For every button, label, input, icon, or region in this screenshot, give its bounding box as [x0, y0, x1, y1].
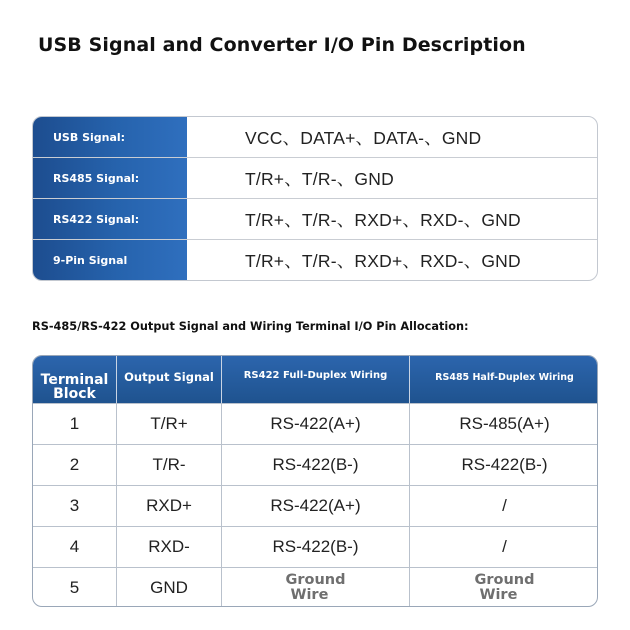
cell-rs485 — [410, 568, 598, 607]
signal-value: VCC、DATA+、DATA-、GND — [245, 127, 482, 148]
cell-block: 3 — [33, 486, 117, 526]
table-header — [33, 356, 597, 403]
cell-rs422 — [222, 568, 410, 607]
cell-block: 4 — [33, 527, 117, 567]
cell-rs422: RS-422(A+) — [222, 404, 410, 444]
cell-signal: GND — [117, 568, 222, 607]
signal-row-rs485 — [33, 158, 597, 199]
page-title: USB Signal and Converter I/O Pin Description — [38, 34, 526, 56]
pin-allocation-table — [32, 355, 598, 607]
ground-line2: Wire — [479, 587, 518, 603]
signal-label: 9-Pin Signal — [33, 240, 187, 281]
cell-signal: T/R+ — [117, 404, 222, 444]
signal-label: RS422 Signal: — [33, 199, 187, 239]
cell-block: 1 — [33, 404, 117, 444]
cell-rs422: RS-422(A+) — [222, 486, 410, 526]
signal-row-usb — [33, 117, 597, 158]
signal-value: T/R+、T/R-、RXD+、RXD-、GND — [245, 251, 521, 271]
cell-block: 2 — [33, 445, 117, 485]
cell-rs422: RS-422(B-) — [222, 445, 410, 485]
header-rs422-wiring: RS422 Full-Duplex Wiring — [222, 356, 410, 403]
signal-value: T/R+、T/R-、RXD+、RXD-、GND — [245, 209, 521, 230]
section-subtitle: RS-485/RS-422 Output Signal and Wiring Terminal I/O Pin Allocation: — [32, 320, 469, 333]
cell-signal: RXD+ — [117, 486, 222, 526]
cell-signal: T/R- — [117, 445, 222, 485]
table-row — [33, 526, 597, 567]
ground-line1: Ground — [285, 572, 346, 588]
signal-label: RS485 Signal: — [33, 158, 187, 198]
signal-row-rs422 — [33, 199, 597, 240]
signal-table — [32, 116, 598, 281]
signal-label: USB Signal: — [33, 117, 187, 157]
ground-line2: Wire — [290, 587, 329, 603]
cell-signal: RXD- — [117, 527, 222, 567]
header-terminal-line1: Terminal — [40, 372, 109, 388]
ground-line1: Ground — [474, 572, 535, 588]
ground-wire-label — [285, 573, 345, 603]
table-row — [33, 403, 597, 444]
header-output-signal: Output Signal — [117, 356, 222, 403]
cell-rs485: RS-485(A+) — [459, 414, 550, 433]
signal-row-9pin — [33, 240, 597, 281]
cell-rs485: / — [502, 496, 507, 515]
cell-rs485: RS-422(B-) — [461, 455, 548, 474]
ground-wire-label — [474, 573, 534, 603]
header-rs485-wiring: RS485 Half-Duplex Wiring — [435, 372, 574, 383]
cell-rs422: RS-422(B-) — [222, 527, 410, 567]
table-row — [33, 485, 597, 526]
table-row — [33, 444, 597, 485]
header-terminal-line2: Block — [53, 386, 96, 402]
header-terminal-block — [33, 356, 117, 403]
cell-block: 5 — [33, 568, 117, 607]
cell-rs485: / — [502, 537, 507, 556]
signal-value: T/R+、T/R-、GND — [245, 168, 394, 189]
table-row — [33, 567, 597, 607]
